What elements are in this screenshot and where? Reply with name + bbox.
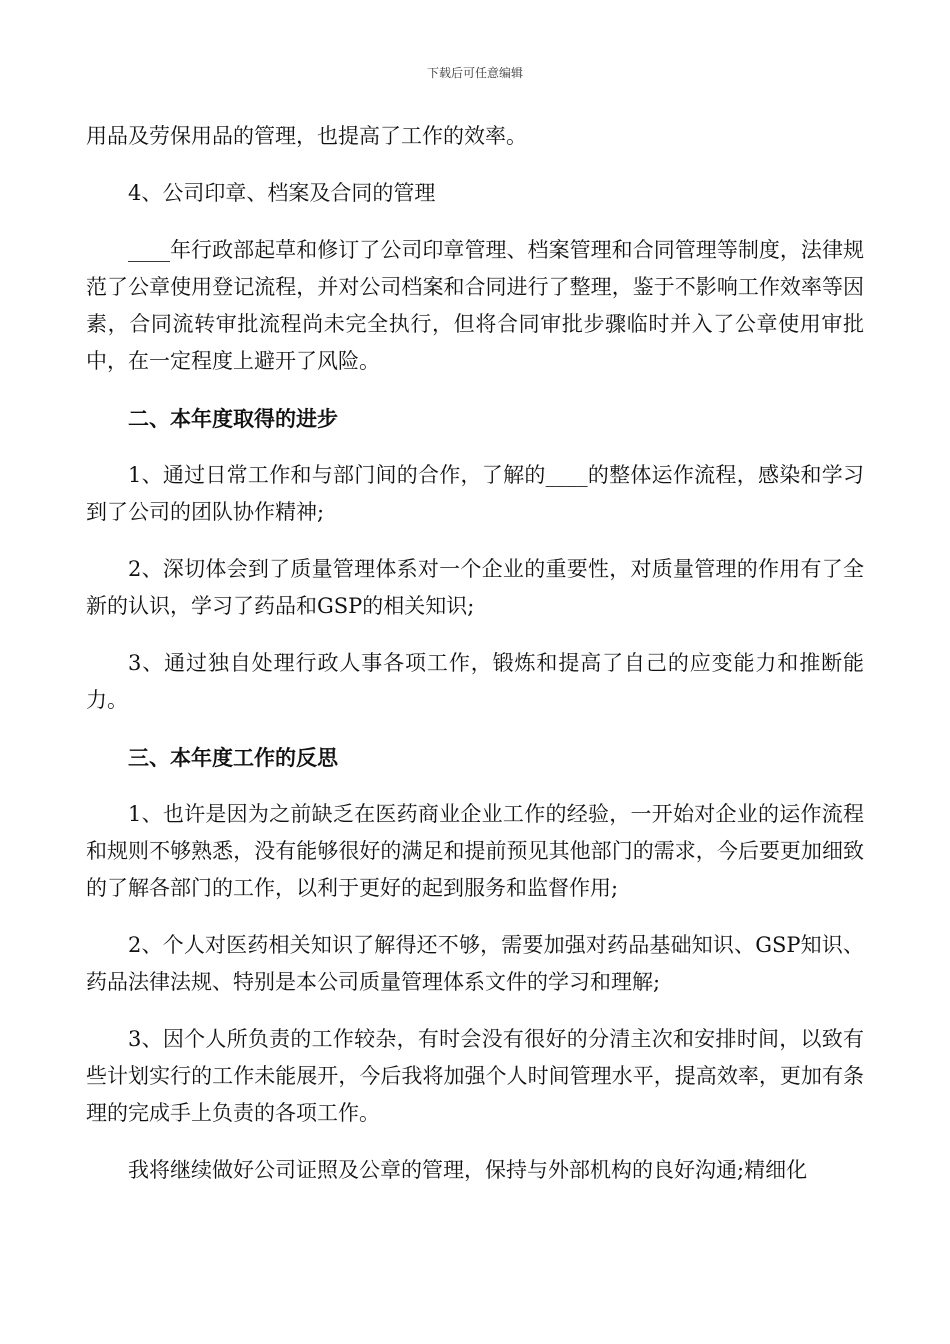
paragraph-future-plan: 我将继续做好公司证照及公章的管理，保持与外部机构的良好沟通;精细化 — [128, 1158, 808, 1182]
section-heading-reflection: 三、本年度工作的反思 — [128, 745, 338, 770]
reflection-item-1: 1、也许是因为之前缺乏在医药商业企业工作的经验，一开始对企业的运作流程和规则不够熟悉，没有能够很好的满足和提前预见其他部门的需求，今后要更加细致的了解各部门的工作，以利于更好的起到服务和监督作用; — [86, 802, 864, 900]
paragraph-seal-management: ____年行政部起草和修订了公司印章管理、档案管理和合同管理等制度，法律规范了公章使用登记流程，并对公司档案和合同进行了整理，鉴于不影响工作效率等因素，合同流转审批流程尚未完全执行，但将合同审批步骤临时并入了公章使用审批中，在一定程度上避开了风险。 — [86, 238, 864, 373]
paragraph-continuation: 用品及劳保用品的管理，也提高了工作的效率。 — [86, 124, 527, 148]
section-item-seal-archive-contract: 4、公司印章、档案及合同的管理 — [128, 181, 436, 205]
page-header: 下载后可任意编辑 — [426, 66, 523, 80]
section-heading-progress: 二、本年度取得的进步 — [128, 406, 338, 431]
progress-item-2: 2、深切体会到了质量管理体系对一个企业的重要性，对质量管理的作用有了全新的认识，学习了药品和GSP的相关知识; — [86, 557, 864, 618]
document-body — [86, 118, 864, 1209]
progress-item-1: 1、通过日常工作和与部门间的合作，了解的____的整体运作流程，感染和学习到了公司的团队协作精神; — [86, 463, 864, 524]
reflection-item-3: 3、因个人所负责的工作较杂，有时会没有很好的分清主次和安排时间，以致有些计划实行的工作未能展开，今后我将加强个人时间管理水平，提高效率，更加有条理的完成手上负责的各项工作。 — [86, 1027, 864, 1125]
progress-item-3: 3、通过独自处理行政人事各项工作，锻炼和提高了自己的应变能力和推断能力。 — [86, 651, 864, 712]
reflection-item-2: 2、个人对医药相关知识了解得还不够，需要加强对药品基础知识、GSP知识、药品法律法规、特别是本公司质量管理体系文件的学习和理解; — [86, 933, 864, 994]
